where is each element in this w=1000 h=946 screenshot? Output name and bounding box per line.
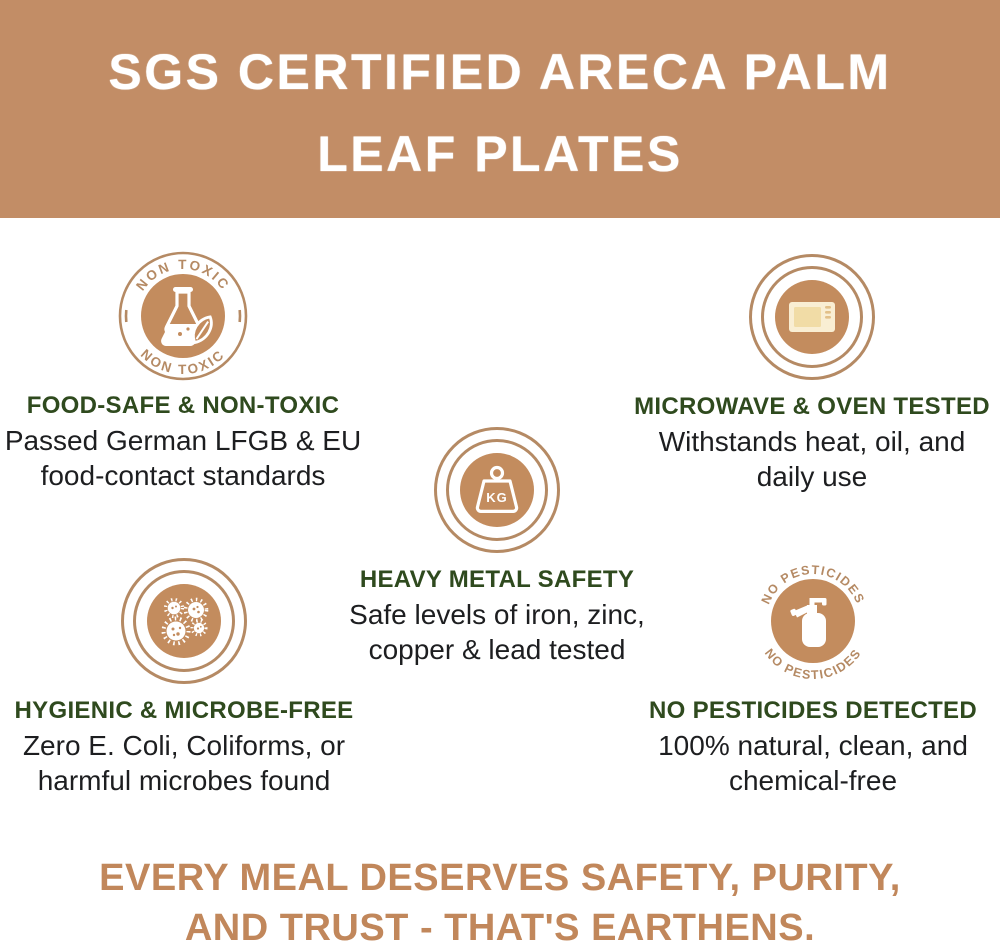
feature-description	[632, 424, 992, 494]
feature-description	[3, 423, 363, 493]
feature-desc-line1: 100% natural, clean, and	[658, 730, 968, 761]
non-toxic-badge	[117, 250, 249, 382]
tagline-line1: EVERY MEAL DESERVES SAFETY, PURITY,	[99, 857, 901, 899]
kg-label: KG	[486, 490, 508, 505]
footer-tagline	[0, 853, 1000, 946]
feature-description	[4, 728, 364, 798]
feature-desc-line2: copper & lead tested	[368, 634, 626, 665]
feature-desc-line2: daily use	[756, 461, 868, 492]
tagline-line2: AND TRUST - THAT'S EARTHENS.	[184, 907, 816, 946]
feature-desc-line1: Passed German LFGB & EU	[4, 425, 362, 456]
feature-hygienic	[4, 555, 364, 798]
feature-title: FOOD-SAFE & NON-TOXIC	[26, 392, 340, 419]
curved-text-bottom: NON TOXIC	[137, 346, 229, 378]
microbe-free-badge	[118, 555, 250, 687]
feature-title: HYGIENIC & MICROBE-FREE	[14, 697, 354, 724]
curved-text-top: NO PESTICIDES	[758, 562, 868, 607]
feature-desc-line1: Withstands heat, oil, and	[658, 426, 966, 457]
feature-desc-line2: harmful microbes found	[37, 765, 331, 796]
feature-no-pesticides	[633, 555, 993, 798]
feature-food-safe	[3, 250, 363, 493]
banner-title-line2: LEAF PLATES	[317, 126, 683, 182]
feature-description	[317, 597, 677, 667]
feature-desc-line2: chemical-free	[728, 765, 898, 796]
feature-title: NO PESTICIDES DETECTED	[649, 697, 977, 724]
curved-text-bottom: NO PESTICIDES	[761, 646, 865, 683]
heavy-metal-badge	[431, 424, 563, 556]
feature-title: MICROWAVE & OVEN TESTED	[634, 393, 990, 420]
no-pesticides-badge	[747, 555, 879, 687]
feature-desc-line1: Zero E. Coli, Coliforms, or	[22, 730, 346, 761]
microwave-icon	[789, 302, 835, 332]
feature-description	[633, 728, 993, 798]
header-banner	[0, 0, 1000, 218]
feature-microwave	[632, 251, 992, 494]
microwave-badge	[746, 251, 878, 383]
feature-title: HEAVY METAL SAFETY	[359, 566, 635, 593]
curved-text-top: NON TOXIC	[133, 256, 233, 294]
banner-title-line1: SGS CERTIFIED ARECA PALM	[108, 44, 892, 100]
feature-desc-line2: food-contact standards	[40, 460, 326, 491]
feature-desc-line1: Safe levels of iron, zinc,	[349, 599, 645, 630]
feature-heavy-metal	[317, 424, 677, 667]
